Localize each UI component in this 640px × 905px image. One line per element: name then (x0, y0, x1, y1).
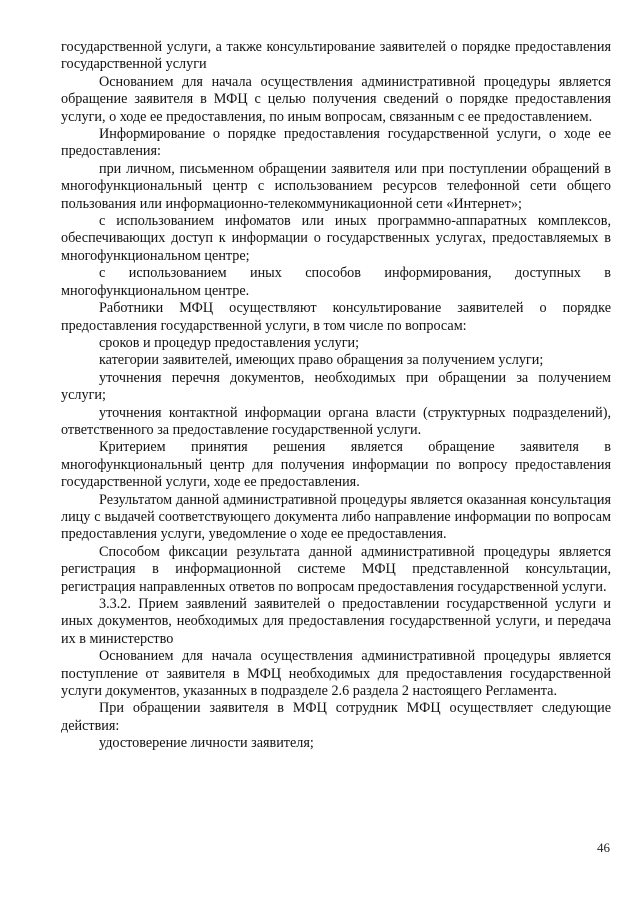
paragraph-basis-documents: Основанием для начала осуществления административной процедуры является поступление от заявителя в МФЦ необходимых для предоставления государственной услуги документов, указанных в подразделе 2.6 раздела 2 настоящего Регламента. (61, 648, 611, 700)
list-item-identity: удостоверение личности заявителя; (99, 735, 314, 752)
list-item-other-methods: с использованием иных способов информирования, доступных в многофункциональном центре. (61, 265, 611, 299)
list-item-categories: категории заявителей, имеющих право обращения за получением услуги; (99, 352, 544, 369)
list-item-terms: сроков и процедур предоставления услуги; (99, 334, 360, 351)
page-number: 46 (597, 840, 610, 855)
list-item-documents: уточнения перечня документов, необходимых при обращении за получением услуги; (61, 369, 611, 404)
list-item-contacts: уточнения контактной информации органа власти (структурных подразделений), ответственного за предоставление государственной услуги. (61, 404, 611, 438)
paragraph-informing: Информирование о порядке предоставления государственной услуги, о ходе ее предоставления: (61, 126, 611, 160)
paragraph-continuation: государственной услуги, а также консультирование заявителей о порядке предоставления государственной услуги (61, 39, 611, 73)
list-item-infomats: с использованием инфоматов или иных программно-аппаратных комплексов, обеспечивающих доступ к информации о государственных услугах, предоставляемых в многофункциональном центре; (61, 213, 611, 264)
paragraph-result: Результатом данной административной процедуры является оказанная консультация лицу с выдачей соответствующего документа либо направление информации по вопросам предоставления услуги, уведомление о ходе ее предоставления. (61, 491, 611, 543)
paragraph-basis-start: Основанием для начала осуществления административной процедуры является обращение заявителя в МФЦ с целью получения сведений о порядке предоставления услуги, о ходе ее предоставления, по иным вопросам, связанным с ее предоставлением. (61, 73, 611, 125)
paragraph-actions: При обращении заявителя в МФЦ сотрудник МФЦ осуществляет следующие действия: (61, 700, 611, 734)
paragraph-criterion: Критерием принятия решения является обращение заявителя в многофункциональный центр для получения информации по вопросу предоставления государственной услуги, ходе ее предоставления. (61, 439, 611, 491)
list-item-personal-appeal: при личном, письменном обращении заявителя или при поступлении обращений в многофункциональный центр с использованием ресурсов телефонной сети общего пользования или информационно-телекоммуникационной сети «Интернет»; (61, 160, 611, 212)
paragraph-fixation: Способом фиксации результата данной административной процедуры является регистрация в информационной системе МФЦ представленной консультации, регистрация направленных ответов по вопросам предоставления государственной услуги. (61, 543, 611, 595)
document-page (61, 39, 611, 753)
paragraph-consulting: Работники МФЦ осуществляют консультирование заявителей о порядке предоставления государственной услуги, в том числе по вопросам: (61, 300, 611, 334)
section-heading-3-3-2: 3.3.2. Прием заявлений заявителей о предоставлении государственной услуги и иных документов, необходимых для предоставления государственной услуги, и передача их в министерство (61, 596, 611, 647)
